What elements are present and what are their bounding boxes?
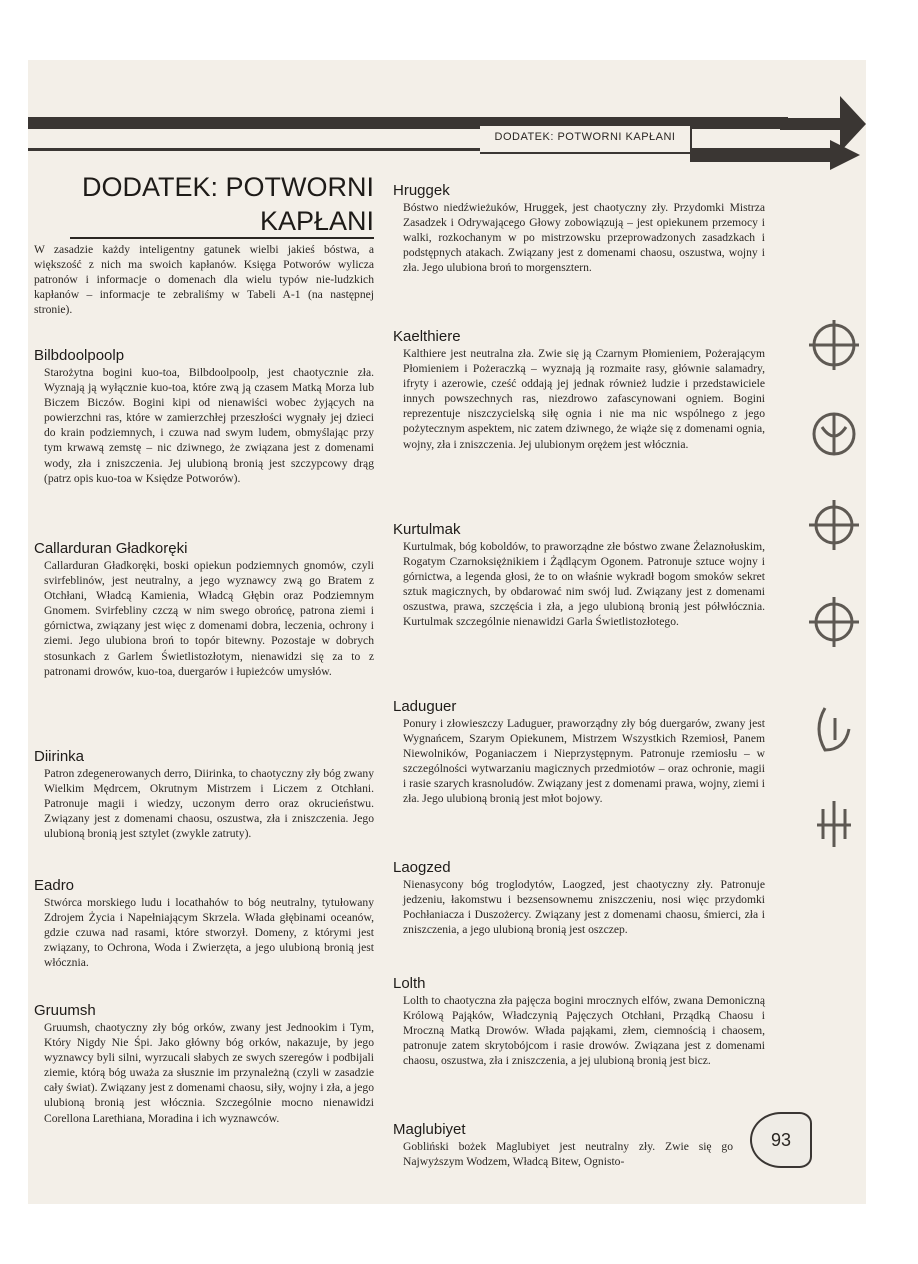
entry-heading: Diirinka	[34, 748, 85, 765]
header-rule	[28, 148, 480, 151]
entry-text: Gobliński bożek Maglubiyet jest neutralny zły. Zwie się go Najwyższym Wodzem, Władcą Bitew, Ognisto-	[403, 1140, 733, 1169]
entry-heading: Hruggek	[393, 182, 450, 199]
entry-hruggek	[393, 182, 765, 275]
entry-lolth	[393, 975, 765, 1068]
entry-heading: Bilbdoolpoolp	[34, 347, 125, 364]
entry-text: Ponury i złowieszczy Laduguer, praworządny zły bóg duergarów, zwany jest Wygnańcem, Szarym Opiekunem, Mistrzem Wszystkich Rzemiosł, Panem Niewolników, Poganiaczem i Nieprzystępnym. Patronuje rzemiosłu – w szczególności wytwarzaniu magicznych przedmiotów – oraz ochronie, magii i rasie szarych krasnoludów. Związany jest z domenami prawa, wojny, ziemi i zła. Jego ulubioną bronią jest młot bojowy.	[403, 717, 765, 806]
entry-kaelthiere	[393, 328, 765, 452]
entry-maglubiyet	[393, 1121, 733, 1169]
page-title-line2: KAPŁANI	[259, 206, 374, 236]
holy-symbol-icon	[805, 795, 863, 853]
holy-symbol-icon	[805, 405, 863, 463]
entry-text: Nienasycony bóg troglodytów, Laogzed, jest chaotyczny zły. Patronuje jedzeniu, łakomstwu i bezsensownemu zniszczeniu, nosi więc przydomki Pochłaniacza i Duszożercy. Związany jest z domenami chaosu, śmierci, zła i zniszczenia, a jego ulubioną bronią jest oszczep.	[403, 878, 765, 937]
entry-text: Callarduran Gładkoręki, boski opiekun podziemnych gnomów, czyli svirfeblinów, jest neutralny, a jego wyznawcy zwą go Bratem z Otchłani, Władcą Kamienia, Władcą Głębin oraz Podziemnym Gnomem. Svirfebliny czczą w nim swego obrońcę, patrona ziemi i górnictwa, związany jest więc z domenami dobra, leczenia, ochrony i ziemi. Jego ulubiona broń to topór bitewny. Pozostaje w dobrych stosunkach z Garlem Świetlistozłotym, nienawidzi się za to z patronami drowów, kuo-toa, duergarów i łupieżców umysłów.	[44, 559, 374, 678]
entry-heading: Lolth	[393, 975, 426, 992]
entry-heading: Maglubiyet	[393, 1121, 466, 1138]
running-header: DODATEK: POTWORNI KAPŁANI	[494, 131, 676, 143]
entry-text: Stwórca morskiego ludu i locathahów to bóg neutralny, tytułowany Zdrojem Życia i Napełniającym Skrzela. Włada głębinami oceanów, gdzie czuwa nad rasami, które stworzył. Domeny, z którymi jest związany, to Ochrona, Woda i Zwierzęta, a jego ulubioną bronią jest włócznia.	[44, 896, 374, 970]
holy-symbol-icon	[805, 496, 863, 554]
entry-text: Bóstwo niedźwieżuków, Hruggek, jest chaotyczny zły. Przydomki Mistrza Zasadzek i Odrywającego Głowy zobowiązują – jest opiekunem przemocy i walki, rozkochanym w po mistrzowsku przeprowadzonych zasadzkach i podstępnych atakach. Związany jest z domenami chaosu, oszustwa, wojny i zła. Jego ulubiona broń to morgensztern.	[403, 201, 765, 275]
page-number: 93	[750, 1112, 812, 1168]
entry-kurtulmak	[393, 521, 765, 630]
entry-text: Kalthiere jest neutralna zła. Zwie się ją Czarnym Płomieniem, Pożerającym Płomieniem i Pożeraczką – wyznają ją rozmaite rasy, głównie salamadry, ifryty i azerowie, cześć oddają jej jednak również ludzie i przedstawiciele innych powszechnych ras, niezdrowo zafascynowani ogniem. Bogini reprezentuje niszczycielską siłę ognia i nie ma nic wspólnego z jego pożytecznym aspektem, nic zatem dziwnego, że wiąże się z domenami ognia, wojny, zła i zniszczenia. Jej ulubionym orężem jest włócznia.	[403, 347, 765, 451]
entry-gruumsh	[34, 1002, 374, 1126]
page-title-line1: DODATEK: POTWORNI	[81, 172, 374, 202]
entry-laduguer	[393, 698, 765, 807]
holy-symbol-icon	[805, 700, 863, 758]
header-arrow-lower-icon	[690, 140, 860, 170]
entry-heading: Eadro	[34, 877, 75, 894]
entry-text: Lolth to chaotyczna zła pajęcza bogini mrocznych elfów, zwana Demoniczną Królową Pająków, Władczynią Pajęczych Otchłani, Prządką Chaosu i Mroczną Matką Drowów. Włada pająkami, złem, ciemnością i chaosem, patronuje zatem skrytobójcom i rasie drowów. Związana jest z domenami chaosu, oszustwa, zła i zniszczenia, a jej ulubioną bronią jest bicz.	[403, 994, 765, 1068]
entry-diirinka	[34, 748, 374, 841]
entry-callarduran	[34, 540, 374, 679]
entry-text: Patron zdegenerowanych derro, Diirinka, to chaotyczny zły bóg zwany Wielkim Mędrcem, Okrutnym Mistrzem i Liczem z Otchłani. Patronuje magii i wiedzy, uczonym derro oraz okrucieństwu. Związany jest z domenami chaosu, oszustwa, zła i zniszczenia. Jego ulubioną bronią jest sztylet (zwykle zatruty).	[44, 767, 374, 841]
entry-heading: Laogzed	[393, 859, 451, 876]
intro-paragraph: W zasadzie każdy inteligentny gatunek wielbi jakieś bóstwa, a większość z nich ma swoich kapłanów. Księga Potworów wylicza patronów i informacje o domenach dla wielu typów nie-ludzkich kapłanów – informacje te zebraliśmy w Tabeli A-1 (na następnej stronie).	[34, 243, 374, 317]
entry-heading: Laduguer	[393, 698, 457, 715]
entry-heading: Gruumsh	[34, 1002, 96, 1019]
entry-text: Kurtulmak, bóg koboldów, to praworządne złe bóstwo zwane Żelaznołuskim, Rogatym Czarnoksiężnikiem i Żądlącym Ogonem. Patronuje sztuce wojny i górnictwa, a legenda głosi, że to on właśnie wykradł bogom smoków sekret sztuk magicznych, by obdarować nim swój lud. Związany jest z domenami oszustwa, prawa, szczęścia i zła, a jego ulubioną bronią jest półwłócznia. Kurtulmak szczególnie nienawidzi Garla Świetlistozłotego.	[403, 540, 765, 629]
entry-heading: Kurtulmak	[393, 521, 461, 538]
entry-bilbdoolpoolp	[34, 347, 374, 486]
entry-heading: Callarduran Gładkoręki	[34, 540, 188, 557]
holy-symbol-icon	[805, 316, 863, 374]
holy-symbol-icon	[805, 593, 863, 651]
entry-heading: Kaelthiere	[393, 328, 461, 345]
entry-text: Gruumsh, chaotyczny zły bóg orków, zwany jest Jednookim i Tym, Który Nigdy Nie Śpi. Jako główny bóg orków, nakazuje, by jego wyznawcy byli silni, wyrzucali słabych ze swych szeregów i podbijali ziemie, którą bóg uważa za słusznie im przynależną (czyli w zasadzie cały świat). Związany jest z domenami chaosu, siły, wojny i zła, a jego ulubioną bronią jest włócznia. Szczególnie mocno nienawidzi Corellona Larethiana, Moradina i ich wyznawców.	[44, 1021, 374, 1125]
entry-laogzed	[393, 859, 765, 937]
title-underline	[70, 237, 374, 239]
entry-eadro	[34, 877, 374, 970]
entry-text: Starożytna bogini kuo-toa, Bilbdoolpoolp, jest chaotycznie zła. Wyznają ją wyłącznie kuo-toa, które zwą ją czasem Matką Morza lub Biczem Biczów. Bogini kipi od nienawiści wobec żyjących na powierzchni ras, które w zamierzchłej przeszłości wygnały jej dzieci do krain podziemnych, i czuwa nad swym ludem, obmyślając przy tym krwawą zemstę – nic dziwnego, że związana jest z domenami wody, zła i zniszczenia. Jej ulubioną bronią jest szczypcowy drąg (patrz opis kuo-toa w Księdze Potworów).	[44, 366, 374, 485]
page-title	[40, 170, 374, 238]
